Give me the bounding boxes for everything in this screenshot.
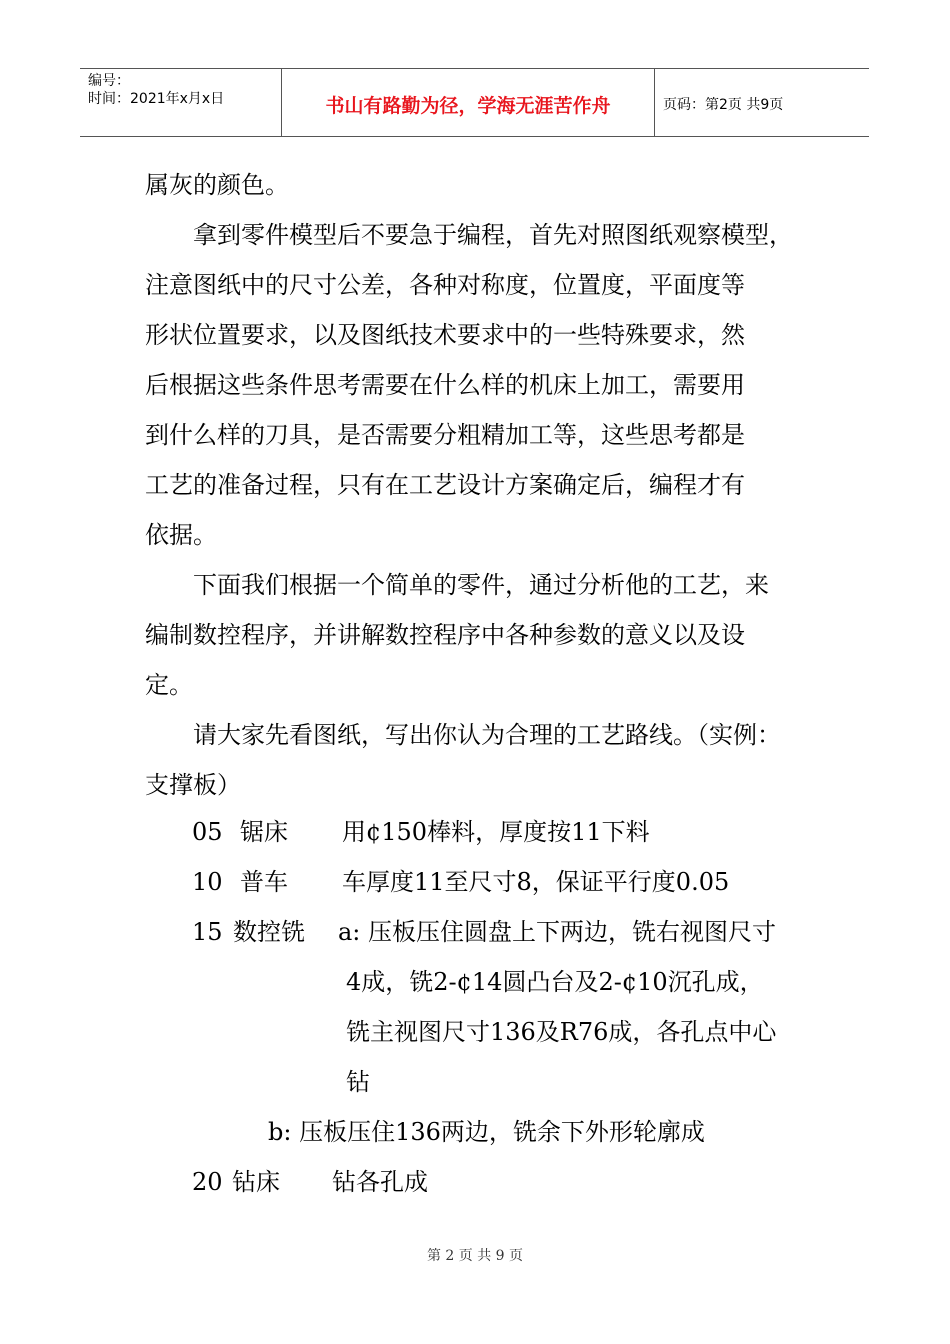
step-machine: 普车 — [240, 868, 288, 896]
page-footer: 第 2 页 共 9 页 — [426, 1248, 524, 1264]
date-label: 时间：2021年x月x日 — [88, 91, 225, 107]
header-left-cell — [80, 69, 282, 136]
paragraph-line: 到什么样的刀具，是否需要分粗精加工等，这些思考都是 — [145, 421, 745, 449]
step-number: 10 — [192, 868, 223, 896]
paragraph-line: 编制数控程序，并讲解数控程序中各种参数的意义以及设 — [145, 621, 745, 649]
step-description: 用¢150棒料，厚度按11下料 — [342, 818, 650, 846]
paragraph-line: 下面我们根据一个简单的零件，通过分析他的工艺，来 — [193, 571, 769, 599]
document-header — [80, 68, 869, 137]
serial-number-label: 编号： — [88, 73, 130, 89]
motto-text: 书山有路勤为径，学海无涯苦作舟 — [325, 95, 611, 117]
paragraph-line: 工艺的准备过程，只有在工艺设计方案确定后，编程才有 — [145, 471, 745, 499]
paragraph-line: 后根据这些条件思考需要在什么样的机床上加工，需要用 — [145, 371, 745, 399]
step-description: a: 压板压住圆盘上下两边，铣右视图尺寸 — [338, 918, 777, 946]
step-description: 钻 — [346, 1068, 370, 1096]
paragraph-line: 请大家先看图纸，写出你认为合理的工艺路线。（实例： — [193, 721, 781, 749]
step-machine: 钻床 — [232, 1168, 280, 1196]
step-number: 20 — [192, 1168, 223, 1196]
paragraph-line: 注意图纸中的尺寸公差，各种对称度，位置度，平面度等 — [145, 271, 745, 299]
step-machine: 锯床 — [240, 818, 288, 846]
header-motto-cell — [282, 69, 655, 136]
step-description: 铣主视图尺寸136及R76成，各孔点中心 — [346, 1018, 777, 1046]
paragraph-line: 定。 — [145, 671, 193, 699]
paragraph-line: 形状位置要求，以及图纸技术要求中的一些特殊要求，然 — [145, 321, 745, 349]
step-machine: 数控铣 — [233, 918, 305, 946]
paragraph-line: 支撑板） — [145, 771, 241, 799]
paragraph-line: 拿到零件模型后不要急于编程，首先对照图纸观察模型， — [193, 221, 793, 249]
paragraph-line: 属灰的颜色。 — [145, 171, 289, 199]
step-description: 钻各孔成 — [332, 1168, 428, 1196]
step-description: 车厚度11至尺寸8，保证平行度0.05 — [342, 868, 730, 896]
step-number: 05 — [192, 818, 223, 846]
step-description: 4成，铣2-¢14圆凸台及2-¢10沉孔成， — [346, 968, 764, 996]
page-info: 页码：第2页 共9页 — [663, 97, 784, 113]
step-description: b: 压板压住136两边，铣余下外形轮廓成 — [268, 1118, 705, 1146]
paragraph-line: 依据。 — [145, 521, 217, 549]
step-number: 15 — [192, 918, 223, 946]
header-page-cell — [655, 69, 869, 136]
